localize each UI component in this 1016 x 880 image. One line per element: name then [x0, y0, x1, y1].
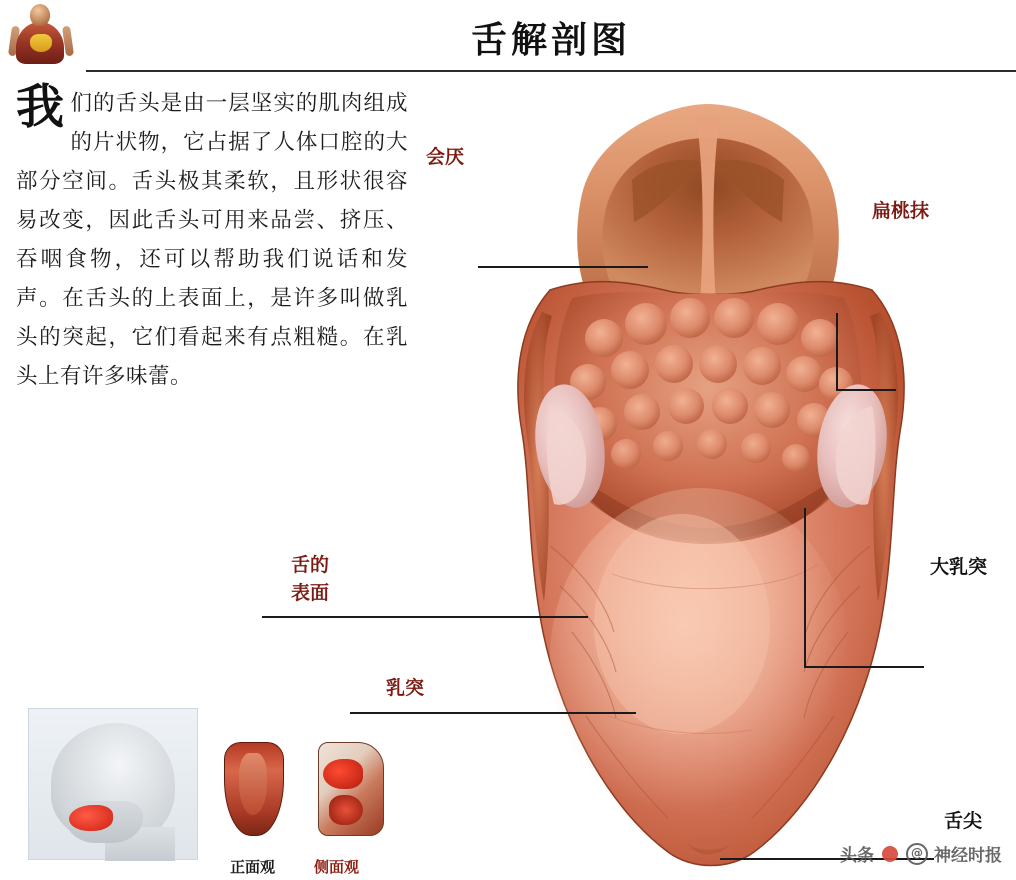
label-tongue-tip: 舌尖	[944, 810, 983, 832]
watermark-at-icon: @	[906, 843, 928, 865]
leader-tongue-surface	[262, 616, 588, 618]
label-tongue-surface-line2: 表面	[291, 582, 330, 604]
article-paragraph	[16, 79, 408, 396]
leader-large-papilla-h	[804, 666, 924, 668]
thumb-caption-side: 侧面观	[314, 858, 360, 876]
watermark-prefix: 头条	[840, 846, 874, 866]
tongue-body	[518, 282, 904, 866]
article-text-block	[16, 79, 408, 396]
anatomy-man-icon	[8, 4, 74, 66]
watermark	[840, 841, 1002, 866]
thumb-caption-front: 正面观	[230, 858, 276, 876]
tongue-front-icon	[216, 742, 292, 848]
article-dropcap: 我	[16, 79, 65, 135]
leader-epiglottis	[478, 266, 648, 268]
label-tongue-surface-line1: 舌的	[291, 554, 330, 576]
watermark-handle: 神经时报	[934, 846, 1002, 866]
watermark-dot-icon	[882, 846, 898, 862]
leader-large-papilla-v	[804, 508, 806, 668]
header-divider	[86, 70, 1016, 72]
label-tonsil: 扁桃抹	[872, 200, 930, 222]
thumbnail-row	[20, 700, 400, 880]
article-body: 们的舌头是由一层坚实的肌肉组成的片状物，它占据了人体口腔的大部分空间。舌头极其柔软，且形状很容易改变，因此舌头可用来品尝、挤压、吞咽食物，还可以帮助我们说话和发声。在舌头的上表面上，是许多叫做乳头的突起，它们看起来有点粗糙。在乳头上有许多味蕾。	[16, 91, 408, 389]
leader-tonsil-v	[836, 313, 838, 391]
label-papilla: 乳突	[386, 677, 425, 699]
page-title: 舌解剖图	[470, 19, 631, 61]
tongue-side-icon	[312, 742, 398, 848]
label-epiglottis: 会厌	[426, 146, 465, 168]
head-profile-icon	[28, 708, 198, 860]
leader-tonsil-h	[838, 389, 896, 391]
label-large-papilla: 大乳突	[930, 556, 988, 578]
page-header	[0, 0, 1016, 72]
